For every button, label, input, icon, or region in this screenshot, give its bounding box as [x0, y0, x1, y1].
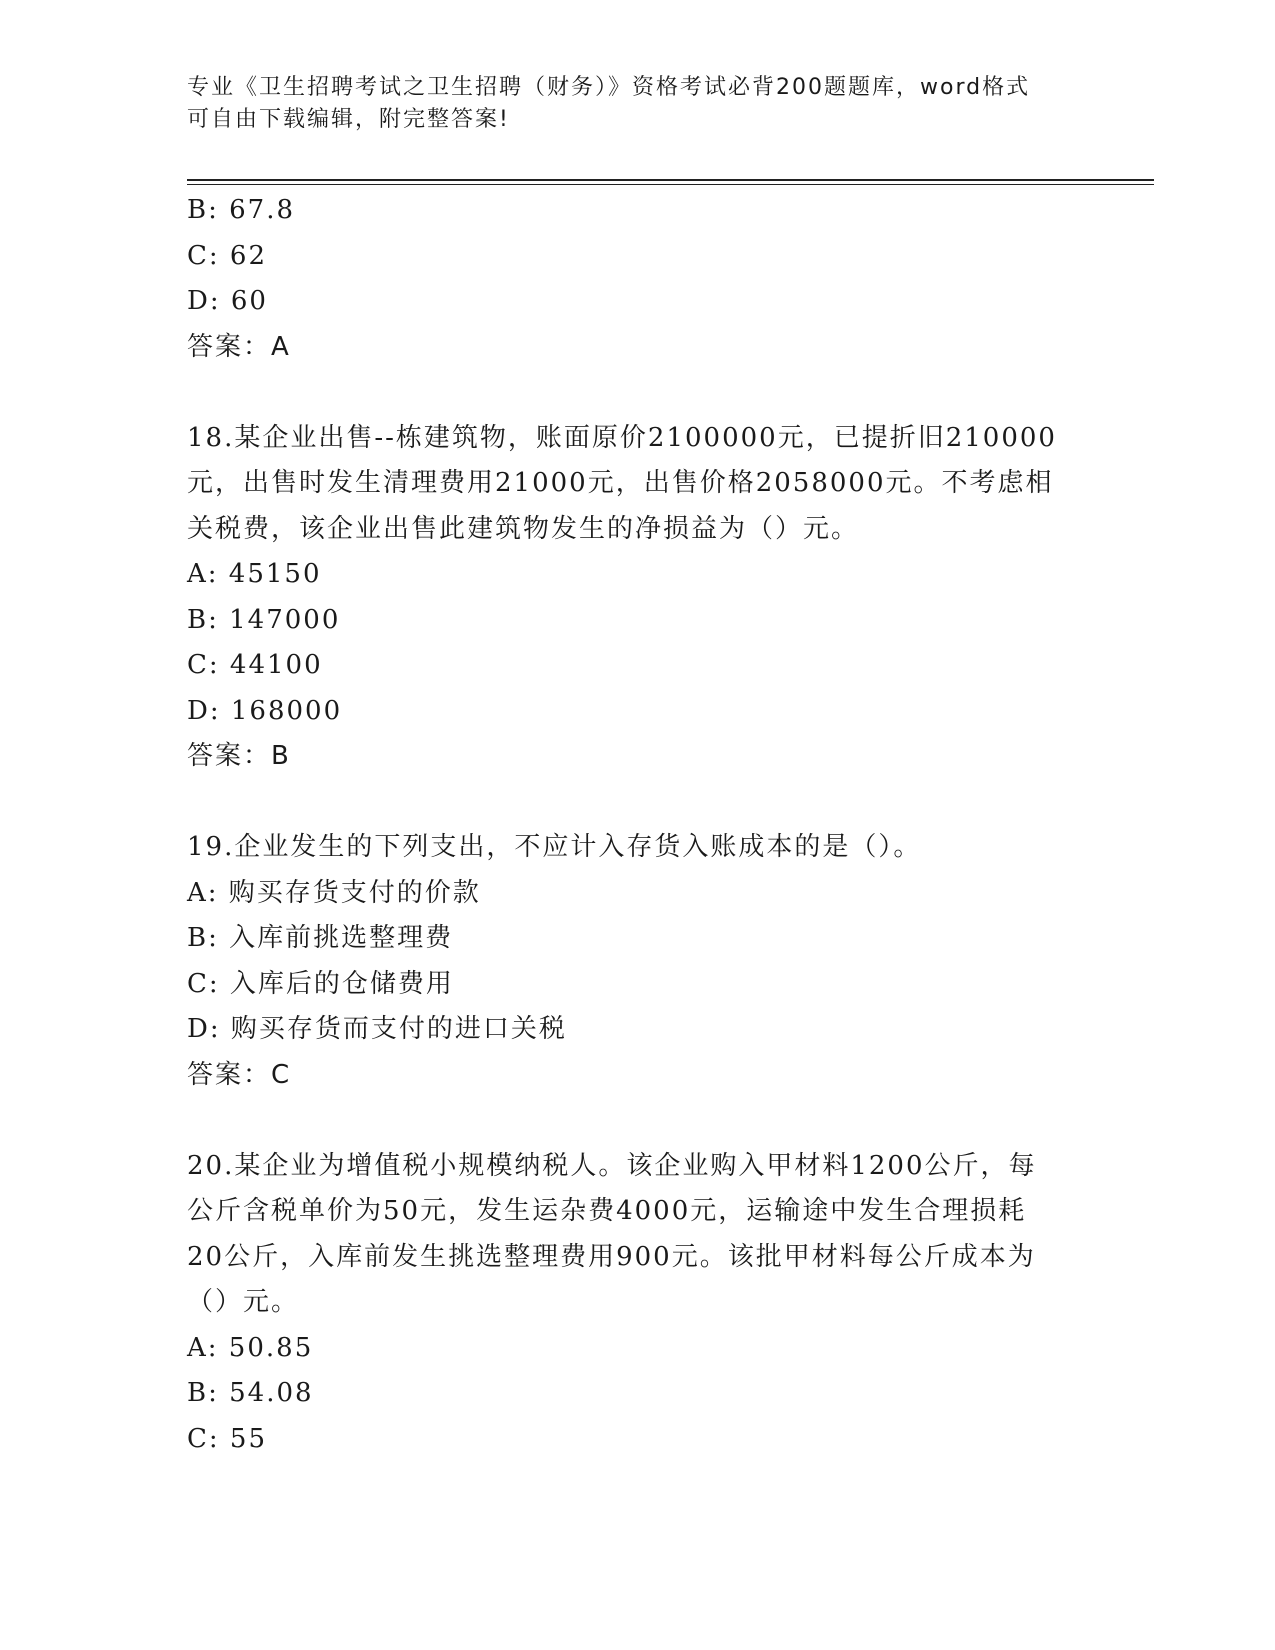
q19-option-a: A: 购买存货支付的价款 [187, 877, 481, 908]
q19-option-d: D: 购买存货而支付的进口关税 [187, 1014, 567, 1044]
q20-option-a: A: 50.85 [187, 1332, 314, 1363]
q18-answer: 答案：B [187, 741, 291, 771]
q20-option-c: C: 55 [187, 1423, 268, 1454]
q19-option-c: C: 入库后的仓储费用 [187, 968, 454, 999]
q18-text-line-2: 元，出售时发生清理费用21000元，出售价格2058000元。不考虑相 [187, 468, 1054, 498]
q18-option-b: B: 147000 [187, 604, 341, 635]
spacer [187, 780, 1067, 826]
q20-option-b: B: 54.08 [187, 1378, 314, 1408]
header-rule-thick [187, 179, 1154, 181]
q20-text-line-2: 公斤含税单价为50元，发生运杂费4000元，运输途中发生合理损耗 [187, 1196, 1027, 1226]
q18-option-c: C: 44100 [187, 650, 323, 680]
question-list [187, 188, 1067, 1462]
spacer [187, 1098, 1067, 1144]
spacer [187, 370, 1067, 416]
q19-option-b: B: 入库前挑选整理费 [187, 923, 454, 953]
q20-text-line-4: （）元。 [187, 1287, 300, 1317]
prev-option-c: C: 62 [187, 240, 268, 271]
document-header [187, 72, 1067, 136]
q20-text-line-3: 20公斤，入库前发生挑选整理费用900元。该批甲材料每公斤成本为 [187, 1241, 1036, 1272]
prev-option-d: D: 60 [187, 286, 268, 316]
q18-text-line-3: 关税费，该企业出售此建筑物发生的净损益为（）元。 [187, 513, 860, 544]
header-line-2: 可自由下载编辑，附完整答案! [187, 107, 510, 132]
prev-option-b: B: 67.8 [187, 195, 296, 225]
q18-option-a: A: 45150 [187, 559, 322, 589]
q20-text-line-1: 20.某企业为增值税小规模纳税人。该企业购入甲材料1200公斤，每 [187, 1150, 1037, 1181]
prev-answer: 答案：A [187, 331, 291, 362]
q19-answer: 答案：C [187, 1059, 292, 1090]
q18-option-d: D: 168000 [187, 695, 343, 726]
header-rule-thin [187, 184, 1154, 185]
header-line-1: 专业《卫生招聘考试之卫生招聘（财务）》资格考试必背200题题库，word格式 [187, 75, 1031, 100]
q18-text-line-1: 18.某企业出售--栋建筑物，账面原价2100000元，已提折旧210000 [187, 422, 1057, 453]
q19-text-line-1: 19.企业发生的下列支出，不应计入存货入账成本的是（）。 [187, 832, 922, 862]
